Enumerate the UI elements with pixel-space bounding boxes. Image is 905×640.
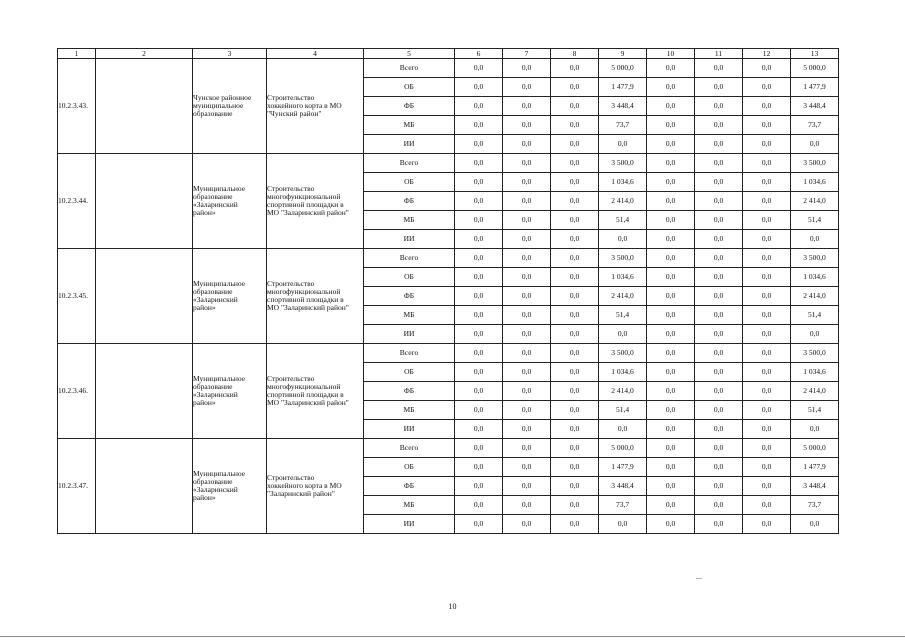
value-cell: 0,0: [455, 382, 503, 401]
value-cell: 51,4: [791, 401, 839, 420]
value-cell: 0,0: [743, 306, 791, 325]
value-cell: 0,0: [647, 116, 695, 135]
value-cell: 0,0: [551, 135, 599, 154]
value-cell: 0,0: [455, 401, 503, 420]
value-cell: 0,0: [695, 97, 743, 116]
value-cell: 0,0: [455, 230, 503, 249]
value-cell: 0,0: [551, 173, 599, 192]
value-cell: 0,0: [455, 192, 503, 211]
value-cell: 0,0: [743, 249, 791, 268]
value-cell: 0,0: [551, 192, 599, 211]
value-cell: 0,0: [647, 439, 695, 458]
value-cell: 2 414,0: [791, 287, 839, 306]
value-cell: 0,0: [743, 192, 791, 211]
value-cell: 0,0: [647, 363, 695, 382]
value-cell: 0,0: [695, 230, 743, 249]
value-cell: 1 477,9: [791, 78, 839, 97]
value-cell: 1 034,6: [599, 173, 647, 192]
value-cell: 0,0: [455, 420, 503, 439]
value-cell: 0,0: [503, 78, 551, 97]
value-cell: 0,0: [743, 420, 791, 439]
value-cell: 0,0: [647, 154, 695, 173]
value-cell: 0,0: [647, 97, 695, 116]
value-cell: 0,0: [455, 78, 503, 97]
value-cell: 0,0: [455, 154, 503, 173]
value-cell: 0,0: [455, 306, 503, 325]
value-cell: 73,7: [791, 116, 839, 135]
value-cell: 0,0: [503, 325, 551, 344]
table-row: [58, 344, 839, 363]
page-number: 10: [448, 602, 457, 611]
activity-cell: [267, 154, 364, 249]
value-cell: 0,0: [743, 287, 791, 306]
value-cell: 0,0: [503, 173, 551, 192]
value-cell: 1 034,6: [791, 363, 839, 382]
value-cell: 0,0: [743, 97, 791, 116]
value-cell: 2 414,0: [599, 382, 647, 401]
value-cell: 0,0: [695, 59, 743, 78]
value-cell: 1 477,9: [599, 458, 647, 477]
funding-source: ИИ: [364, 135, 455, 154]
activity-cell: [267, 249, 364, 344]
funding-source: Всего: [364, 344, 455, 363]
funding-source: ОБ: [364, 173, 455, 192]
value-cell: 0,0: [647, 78, 695, 97]
funding-source: Всего: [364, 154, 455, 173]
value-cell: 1 477,9: [791, 458, 839, 477]
value-cell: 0,0: [743, 458, 791, 477]
value-cell: 0,0: [455, 477, 503, 496]
item-code: 10.2.3.44.: [58, 154, 96, 249]
header-cell: 2: [96, 49, 193, 59]
funding-source: МБ: [364, 306, 455, 325]
activity-cell: [267, 344, 364, 439]
funding-source: ФБ: [364, 477, 455, 496]
value-cell: 0,0: [647, 401, 695, 420]
header-cell: 10: [647, 49, 695, 59]
value-cell: 0,0: [551, 344, 599, 363]
value-cell: 2 414,0: [791, 192, 839, 211]
municipality-cell: [193, 249, 267, 344]
value-cell: 3 448,4: [791, 97, 839, 116]
value-cell: 0,0: [743, 154, 791, 173]
table-row: [58, 59, 839, 78]
value-cell: 0,0: [551, 382, 599, 401]
value-cell: 0,0: [695, 439, 743, 458]
header-cell: 9: [599, 49, 647, 59]
funding-source: Всего: [364, 249, 455, 268]
budget-table: [57, 48, 839, 534]
municipality-text: Чунское районное муниципальное образование: [193, 93, 252, 118]
municipality-cell: [193, 154, 267, 249]
value-cell: 0,0: [695, 116, 743, 135]
value-cell: 0,0: [599, 515, 647, 534]
value-cell: 0,0: [551, 458, 599, 477]
bottom-border-line: [0, 636, 905, 637]
funding-source: ФБ: [364, 287, 455, 306]
value-cell: 0,0: [551, 325, 599, 344]
value-cell: 0,0: [647, 420, 695, 439]
value-cell: 3 500,0: [791, 154, 839, 173]
value-cell: 0,0: [695, 135, 743, 154]
value-cell: 3 500,0: [599, 344, 647, 363]
value-cell: 0,0: [695, 496, 743, 515]
value-cell: 0,0: [791, 325, 839, 344]
value-cell: 0,0: [695, 382, 743, 401]
value-cell: 0,0: [695, 249, 743, 268]
value-cell: 0,0: [503, 230, 551, 249]
value-cell: 0,0: [503, 249, 551, 268]
value-cell: 0,0: [599, 135, 647, 154]
value-cell: 0,0: [551, 78, 599, 97]
value-cell: 0,0: [455, 363, 503, 382]
funding-source: ИИ: [364, 420, 455, 439]
col2-cell: [96, 344, 193, 439]
activity-text: Строительство многофункциональной спортивной площадки в МО "Заларинский район": [267, 279, 349, 312]
value-cell: 0,0: [503, 287, 551, 306]
value-cell: 0,0: [647, 135, 695, 154]
value-cell: 0,0: [503, 97, 551, 116]
value-cell: 0,0: [455, 458, 503, 477]
value-cell: 0,0: [647, 249, 695, 268]
value-cell: 0,0: [695, 325, 743, 344]
value-cell: 0,0: [647, 325, 695, 344]
value-cell: 0,0: [455, 173, 503, 192]
value-cell: 0,0: [695, 211, 743, 230]
value-cell: 0,0: [455, 116, 503, 135]
municipality-text: Муниципальное образование «Заларинский район»: [193, 469, 246, 502]
value-cell: 0,0: [791, 135, 839, 154]
value-cell: 0,0: [647, 515, 695, 534]
value-cell: 0,0: [503, 344, 551, 363]
municipality-text: Муниципальное образование «Заларинский район»: [193, 279, 246, 312]
header-cell: 8: [551, 49, 599, 59]
value-cell: 0,0: [743, 268, 791, 287]
municipality-text: Муниципальное образование «Заларинский район»: [193, 374, 246, 407]
value-cell: 0,0: [455, 439, 503, 458]
value-cell: 3 500,0: [791, 344, 839, 363]
value-cell: 0,0: [599, 325, 647, 344]
value-cell: 0,0: [551, 363, 599, 382]
value-cell: 0,0: [791, 420, 839, 439]
value-cell: 0,0: [743, 401, 791, 420]
value-cell: 0,0: [743, 211, 791, 230]
value-cell: 51,4: [791, 306, 839, 325]
value-cell: 0,0: [503, 458, 551, 477]
activity-cell: [267, 59, 364, 154]
value-cell: 0,0: [695, 477, 743, 496]
value-cell: 73,7: [599, 496, 647, 515]
value-cell: 0,0: [503, 477, 551, 496]
value-cell: 0,0: [455, 325, 503, 344]
value-cell: 3 448,4: [791, 477, 839, 496]
value-cell: 3 500,0: [791, 249, 839, 268]
value-cell: 0,0: [503, 363, 551, 382]
value-cell: 0,0: [647, 59, 695, 78]
value-cell: 0,0: [695, 192, 743, 211]
value-cell: 0,0: [455, 344, 503, 363]
value-cell: 0,0: [551, 496, 599, 515]
header-cell: 6: [455, 49, 503, 59]
value-cell: 2 414,0: [791, 382, 839, 401]
funding-source: ОБ: [364, 458, 455, 477]
funding-source: Всего: [364, 439, 455, 458]
value-cell: 0,0: [551, 515, 599, 534]
funding-source: ИИ: [364, 325, 455, 344]
col2-cell: [96, 59, 193, 154]
item-code: 10.2.3.46.: [58, 344, 96, 439]
value-cell: 0,0: [599, 230, 647, 249]
value-cell: 0,0: [647, 268, 695, 287]
value-cell: 0,0: [551, 401, 599, 420]
item-code: 10.2.3.47.: [58, 439, 96, 534]
value-cell: 0,0: [647, 477, 695, 496]
header-cell: 13: [791, 49, 839, 59]
value-cell: 0,0: [551, 420, 599, 439]
value-cell: 0,0: [647, 458, 695, 477]
value-cell: 0,0: [695, 173, 743, 192]
value-cell: 0,0: [455, 135, 503, 154]
value-cell: 0,0: [695, 420, 743, 439]
value-cell: 0,0: [647, 173, 695, 192]
value-cell: 0,0: [743, 59, 791, 78]
activity-cell: [267, 439, 364, 534]
value-cell: 0,0: [695, 306, 743, 325]
municipality-text: Муниципальное образование «Заларинский район»: [193, 184, 246, 217]
value-cell: 0,0: [791, 230, 839, 249]
value-cell: 0,0: [503, 439, 551, 458]
funding-source: ФБ: [364, 192, 455, 211]
value-cell: 5 000,0: [599, 59, 647, 78]
item-code: 10.2.3.43.: [58, 59, 96, 154]
value-cell: 0,0: [551, 249, 599, 268]
value-cell: 0,0: [503, 515, 551, 534]
value-cell: 0,0: [503, 401, 551, 420]
value-cell: 0,0: [743, 363, 791, 382]
value-cell: 0,0: [551, 97, 599, 116]
value-cell: 0,0: [695, 401, 743, 420]
value-cell: 0,0: [455, 59, 503, 78]
value-cell: 0,0: [743, 135, 791, 154]
municipality-cell: [193, 344, 267, 439]
value-cell: 0,0: [551, 477, 599, 496]
value-cell: 0,0: [503, 496, 551, 515]
funding-source: ИИ: [364, 230, 455, 249]
value-cell: 1 477,9: [599, 78, 647, 97]
value-cell: 0,0: [647, 306, 695, 325]
value-cell: 5 000,0: [791, 439, 839, 458]
value-cell: 51,4: [599, 211, 647, 230]
value-cell: 0,0: [551, 268, 599, 287]
value-cell: 0,0: [695, 515, 743, 534]
header-cell: 4: [267, 49, 364, 59]
activity-text: Строительство многофункциональной спортивной площадки в МО "Заларинский район": [267, 374, 349, 407]
value-cell: 0,0: [743, 382, 791, 401]
table-row: [58, 154, 839, 173]
value-cell: 3 500,0: [599, 249, 647, 268]
value-cell: 3 500,0: [599, 154, 647, 173]
value-cell: 1 034,6: [791, 173, 839, 192]
funding-source: МБ: [364, 211, 455, 230]
header-cell: 7: [503, 49, 551, 59]
value-cell: 0,0: [743, 515, 791, 534]
value-cell: 0,0: [695, 78, 743, 97]
value-cell: 2 414,0: [599, 192, 647, 211]
value-cell: 0,0: [695, 363, 743, 382]
value-cell: 0,0: [743, 439, 791, 458]
value-cell: 0,0: [551, 306, 599, 325]
col2-cell: [96, 439, 193, 534]
value-cell: 0,0: [647, 211, 695, 230]
value-cell: 1 034,6: [599, 268, 647, 287]
value-cell: 0,0: [647, 287, 695, 306]
value-cell: 0,0: [551, 439, 599, 458]
funding-source: МБ: [364, 116, 455, 135]
value-cell: 0,0: [695, 344, 743, 363]
value-cell: 0,0: [695, 154, 743, 173]
value-cell: 0,0: [743, 173, 791, 192]
value-cell: 1 034,6: [791, 268, 839, 287]
value-cell: 0,0: [743, 116, 791, 135]
funding-source: Всего: [364, 59, 455, 78]
funding-source: ОБ: [364, 78, 455, 97]
value-cell: 3 448,4: [599, 477, 647, 496]
value-cell: 0,0: [503, 116, 551, 135]
value-cell: 0,0: [551, 287, 599, 306]
value-cell: 0,0: [455, 249, 503, 268]
value-cell: 0,0: [743, 344, 791, 363]
value-cell: 0,0: [695, 287, 743, 306]
value-cell: 0,0: [503, 135, 551, 154]
value-cell: 0,0: [503, 59, 551, 78]
value-cell: 0,0: [743, 477, 791, 496]
col2-cell: [96, 249, 193, 344]
value-cell: 0,0: [743, 230, 791, 249]
value-cell: 2 414,0: [599, 287, 647, 306]
value-cell: 51,4: [599, 306, 647, 325]
funding-source: МБ: [364, 496, 455, 515]
value-cell: 0,0: [503, 268, 551, 287]
value-cell: 0,0: [503, 306, 551, 325]
value-cell: 0,0: [551, 116, 599, 135]
header-cell: 3: [193, 49, 267, 59]
value-cell: 5 000,0: [791, 59, 839, 78]
value-cell: 0,0: [647, 192, 695, 211]
value-cell: 73,7: [791, 496, 839, 515]
value-cell: 0,0: [455, 268, 503, 287]
scan-artifact: [696, 578, 702, 579]
value-cell: 0,0: [551, 59, 599, 78]
funding-source: ИИ: [364, 515, 455, 534]
value-cell: 0,0: [647, 230, 695, 249]
header-cell: 5: [364, 49, 455, 59]
funding-source: ФБ: [364, 97, 455, 116]
value-cell: 0,0: [743, 78, 791, 97]
item-code: 10.2.3.45.: [58, 249, 96, 344]
municipality-cell: [193, 439, 267, 534]
value-cell: 73,7: [599, 116, 647, 135]
value-cell: 0,0: [695, 268, 743, 287]
value-cell: 0,0: [503, 382, 551, 401]
header-cell: 11: [695, 49, 743, 59]
value-cell: 0,0: [551, 211, 599, 230]
table-row: [58, 249, 839, 268]
value-cell: 0,0: [503, 154, 551, 173]
value-cell: 0,0: [551, 230, 599, 249]
table-row: [58, 439, 839, 458]
value-cell: 5 000,0: [599, 439, 647, 458]
value-cell: 0,0: [743, 496, 791, 515]
value-cell: 51,4: [791, 211, 839, 230]
funding-source: ОБ: [364, 268, 455, 287]
value-cell: 0,0: [743, 325, 791, 344]
value-cell: 0,0: [647, 344, 695, 363]
value-cell: 0,0: [503, 420, 551, 439]
activity-text: Строительство хоккейного корта в МО "Чунский район": [267, 93, 342, 118]
value-cell: 0,0: [503, 192, 551, 211]
value-cell: 0,0: [695, 458, 743, 477]
value-cell: 0,0: [551, 154, 599, 173]
value-cell: 0,0: [503, 211, 551, 230]
value-cell: 0,0: [455, 211, 503, 230]
municipality-cell: [193, 59, 267, 154]
value-cell: 0,0: [455, 496, 503, 515]
funding-source: МБ: [364, 401, 455, 420]
header-cell: 1: [58, 49, 96, 59]
col2-cell: [96, 154, 193, 249]
funding-source: ФБ: [364, 382, 455, 401]
value-cell: 0,0: [599, 420, 647, 439]
value-cell: 51,4: [599, 401, 647, 420]
value-cell: 0,0: [791, 515, 839, 534]
value-cell: 3 448,4: [599, 97, 647, 116]
value-cell: 0,0: [455, 287, 503, 306]
header-cell: 12: [743, 49, 791, 59]
value-cell: 0,0: [455, 97, 503, 116]
activity-text: Строительство хоккейного корта в МО "Заларинский район": [267, 473, 342, 498]
value-cell: 0,0: [455, 515, 503, 534]
value-cell: 0,0: [647, 496, 695, 515]
funding-source: ОБ: [364, 363, 455, 382]
header-row: [58, 49, 839, 59]
value-cell: 1 034,6: [599, 363, 647, 382]
activity-text: Строительство многофункциональной спортивной площадки в МО "Заларинский район": [267, 184, 349, 217]
value-cell: 0,0: [647, 382, 695, 401]
